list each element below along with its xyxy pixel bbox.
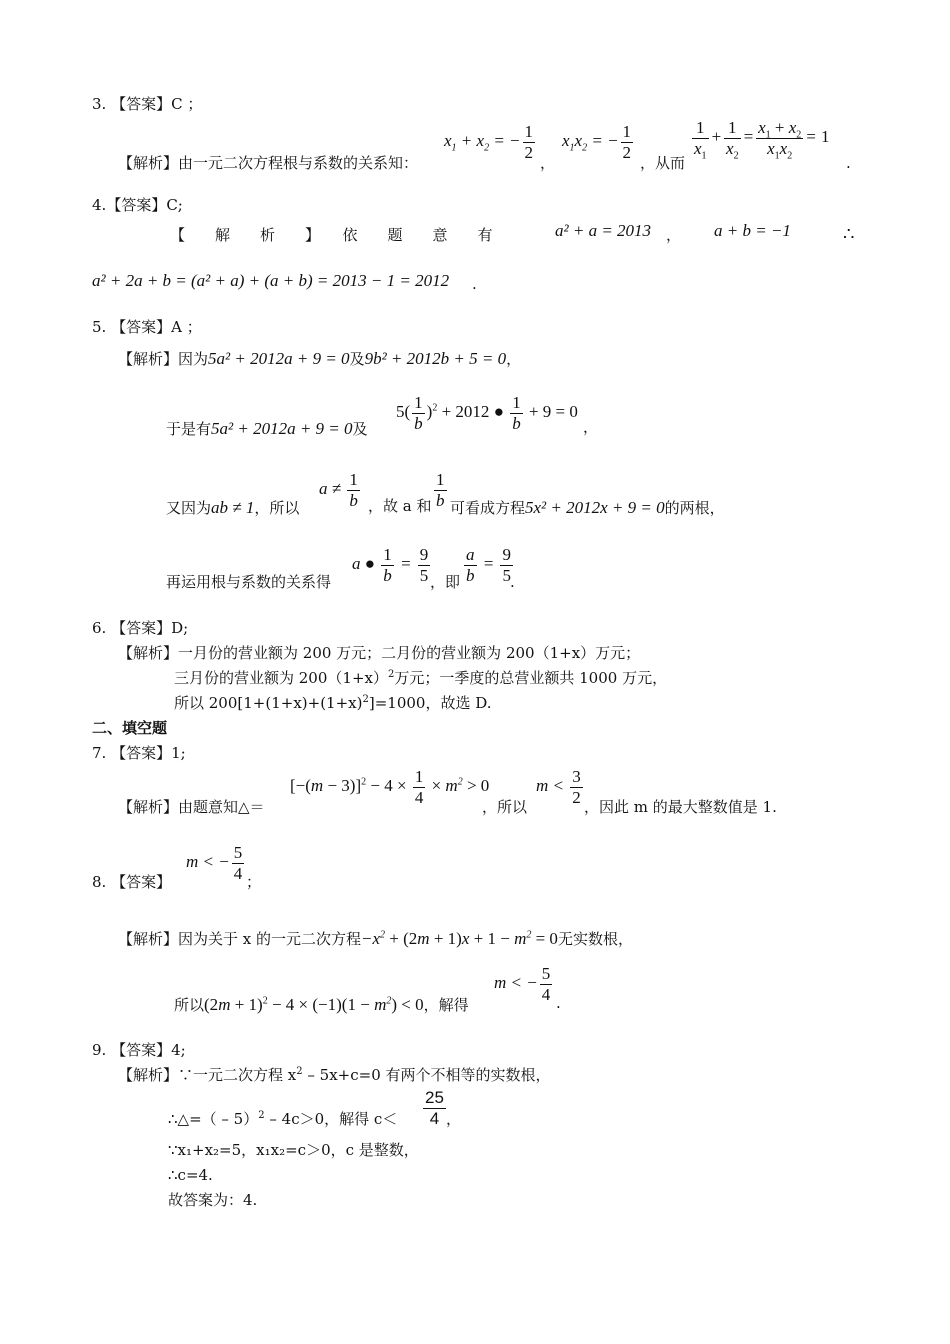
q6-analysis-line2: 三月份的营业额为 $200(1+x)^2$万元；一季度的总营业额共 1000 万元， — [174, 669, 668, 687]
q3-analysis-label: 【解析】由一元二次方程根与系数的关系知： — [118, 154, 419, 172]
q4-answer-line: 4.【答案】C; — [92, 196, 183, 214]
q3-formula-product: $x_1x_2$ = − $\frac{1}{2}$ — [562, 122, 632, 162]
q4-period: . — [472, 275, 477, 293]
q3-from-then: ，从而 — [640, 154, 686, 172]
q9-analysis-line5: 故答案为：4. — [168, 1191, 258, 1209]
q5-formula-recip: 5( $\frac{1}{b}$ )$^2$ + 2012 ● $\frac{1}{b}$ + 9 = 0 — [396, 393, 578, 433]
q5-analysis-1: 【解析】因为5a² + 2012a + 9 = 0及9b² + 2012b + 5 = 0， — [118, 349, 522, 368]
q4-eq2: a + b = −1 — [714, 221, 791, 240]
q8-analysis-line2: 所以$(2m + 1)^2 - 4 \times (-1)(1 - m^2) < 0$，解得 — [174, 995, 469, 1014]
q7-answer-line: 7. 【答案】1; — [92, 744, 186, 762]
q5-also-because: 又因为ab ≠ 1，所以 — [166, 498, 300, 517]
q9-analysis-line3: ∵x₁+x₂=5，x₁x₂=c＞0，c 是整数， — [168, 1141, 419, 1159]
q5-hence: ，故 a 和 — [368, 497, 432, 515]
q4-therefore: ∴ — [843, 224, 855, 245]
q3-formula-sum: $x_1 + x_2$ = − $\frac{1}{2}$ — [444, 122, 534, 162]
section-title-fill-blank: 二、填空题 — [92, 719, 168, 737]
q6-analysis-line3: 所以 $200[1+(1+x)+(1+x)^2]=1000$，故选 D. — [174, 694, 492, 712]
q7-text2: ，因此 m 的最大整数值是 1. — [584, 798, 777, 816]
q5-i-e: ，即 — [430, 573, 461, 591]
q5-a-ne-recip: a ≠ $\frac{1}{b}$ — [319, 470, 358, 510]
q5-so-have: 于是有5a² + 2012a + 9 = 0及 — [166, 419, 368, 438]
q8-answer-line: 8. 【答案】 — [92, 873, 172, 891]
q3-number: 3. — [92, 95, 107, 113]
q9-fraction: $\frac{25}{4}$ — [425, 1088, 444, 1128]
q5-answer-line: 5. 【答案】A ； — [92, 318, 202, 336]
q9-comma: ， — [446, 1110, 462, 1128]
q9-answer-line: 9. 【答案】4; — [92, 1041, 186, 1059]
q4-analysis-spaced: 【 解 析 】 依 题 意 有 — [170, 226, 493, 244]
q5-result2: $\frac{a}{b}$ = $\frac{9}{5}$ — [466, 545, 511, 585]
q8-period: . — [556, 994, 561, 1012]
q8-analysis-line1: 【解析】因为关于 x 的一元二次方程$-x^2 + (2m + 1)x + 1 - m^2 = 0$无实数根， — [118, 929, 633, 948]
q5-equation-c: 可看成方程5x² + 2012x + 9 = 0的两根， — [450, 498, 725, 517]
q5-period: . — [510, 573, 515, 591]
q3-answer: C ； — [171, 95, 203, 113]
q8-semicolon: ； — [246, 873, 262, 891]
q7-so: ，所以 — [482, 798, 528, 816]
q5-comma2: ， — [583, 418, 599, 436]
q3-comma1: ， — [540, 154, 556, 172]
q4-eq3: a² + 2a + b = (a² + a) + (a + b) = 2013 − 1 = 2012 — [92, 271, 450, 290]
q5-result1: a ● $\frac{1}{b}$ = $\frac{9}{5}$ — [352, 545, 429, 585]
q9-analysis-line1: 【解析】∵一元二次方程 $x^2 - 5x+c=0$ 有两个不相等的实数根， — [118, 1066, 551, 1084]
q8-solution: m < − $\frac{5}{4}$ — [494, 964, 551, 1004]
q6-analysis-line1: 【解析】一月份的营业额为 200 万元；二月份的营业额为 200（1+x）万元； — [118, 644, 641, 662]
q8-answer-formula: m < − $\frac{5}{4}$ — [186, 843, 243, 883]
q3-answer-tag: 【答案】 — [111, 95, 172, 113]
q9-analysis-line2: ∴△=（ – 5）$^2$ – 4c＞0，解得 c＜ — [168, 1110, 398, 1128]
q3-formula-reciprocal: $\frac{1}{x_1}$ + $\frac{1}{x_2}$ = $\frac{x_1 + x_2}{x_1x_2}$ = 1 — [694, 118, 830, 161]
q9-analysis-line4: ∴c=4. — [168, 1166, 213, 1184]
q7-analysis-text1: 【解析】由题意知△＝ — [118, 798, 265, 816]
q6-answer-line: 6. 【答案】D; — [92, 619, 189, 637]
q5-eqA: 5a² + 2012a + 9 = 0 — [208, 349, 350, 368]
q5-again: 再运用根与系数的关系得 — [166, 573, 332, 591]
q5-recip-b: $\frac{1}{b}$ — [436, 470, 445, 510]
q7-discriminant: $[-(m - 3)]^2 - 4$ × $\frac{1}{4}$ × $m^2 > 0$ — [290, 767, 490, 807]
q3-period: . — [846, 154, 851, 172]
q3-answer-line — [92, 97, 202, 112]
q4-eq1: a² + a = 2013 — [555, 221, 652, 240]
q4-comma: ， — [666, 226, 682, 244]
q5-eqB: 9b² + 2012b + 5 = 0 — [364, 349, 507, 368]
q7-m-bound: m < $\frac{3}{2}$ — [536, 767, 581, 807]
